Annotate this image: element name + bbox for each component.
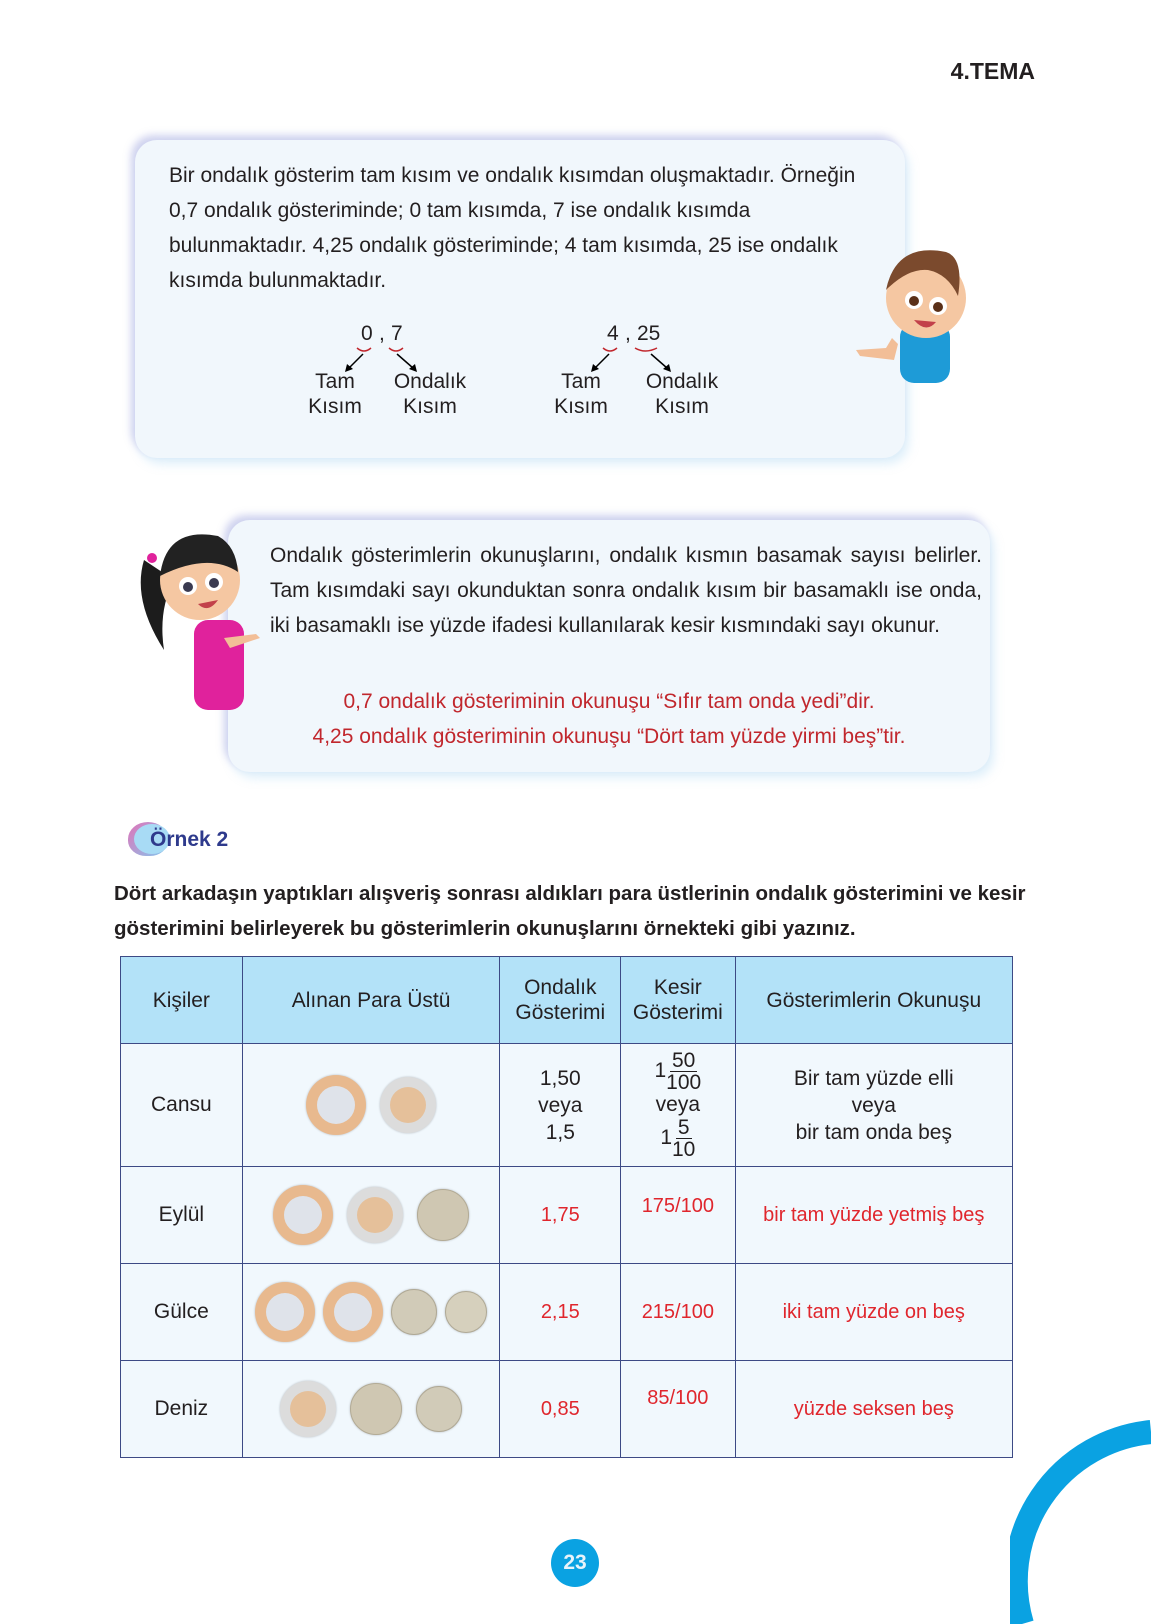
header-fraction: [621, 957, 735, 1044]
boy-character-illustration: [856, 228, 1006, 398]
fraction-answer[interactable]: 175/100: [621, 1167, 735, 1264]
example-reading-2: 4,25 ondalık gösteriminin okunuşu “Dört tam yüzde yirmi beş”tir.: [312, 725, 906, 748]
person-name: Eylül: [121, 1167, 243, 1264]
girl-character-illustration: [124, 520, 274, 710]
task-instruction: Dört arkadaşın yaptıkları alışveriş sonrası aldıkları para üstlerinin ondalık gösterimini ve kesir gösterimini belirleyerek bu gösterimlerin okunuşlarını örnekteki gibi yazınız.: [114, 882, 1026, 940]
reading-answer[interactable]: iki tam yüzde on beş: [735, 1264, 1012, 1361]
table-row: [121, 1167, 1013, 1264]
table-row: [121, 1361, 1013, 1458]
mixed-fraction: [621, 1050, 734, 1093]
fifty-kurus-coin-icon: [380, 1077, 436, 1133]
ten-kurus-coin-icon: [416, 1386, 462, 1432]
example-label: [128, 818, 248, 862]
label-kisim: Kısım: [655, 395, 709, 418]
table-header-row: [121, 957, 1013, 1044]
reading-text: bir tam onda beş: [795, 1120, 952, 1144]
header-fraction-line2: Gösterimi: [632, 1001, 723, 1024]
fraction-denominator: 100: [666, 1071, 702, 1094]
decimal-separator: ,: [379, 322, 385, 345]
header-decimal: [500, 957, 621, 1044]
or-text: veya: [655, 1093, 701, 1116]
coins-cell: [242, 1361, 500, 1458]
label-tam: Tam: [315, 370, 355, 393]
fifty-kurus-coin-icon: [280, 1381, 336, 1437]
change-table: [120, 956, 1013, 1458]
decimal-value: 1,50: [539, 1066, 581, 1090]
header-reading: Gösterimlerin Okunuşu: [735, 957, 1012, 1044]
fraction-answer[interactable]: 215/100: [621, 1264, 735, 1361]
decimal-answer[interactable]: 0,85: [500, 1361, 621, 1458]
person-name: Deniz: [121, 1361, 243, 1458]
decimal-answer[interactable]: 2,15: [500, 1264, 621, 1361]
decimal-cell: [500, 1044, 621, 1167]
one-lira-coin-icon: [306, 1075, 366, 1135]
five-kurus-coin-icon: [445, 1291, 487, 1333]
one-lira-coin-icon: [323, 1282, 383, 1342]
coins-cell: [242, 1167, 500, 1264]
one-lira-coin-icon: [273, 1185, 333, 1245]
decimal-part: 7: [391, 322, 403, 345]
mixed-fraction: [621, 1117, 734, 1160]
fraction-whole: 1: [660, 1126, 672, 1150]
info-box-decimal-parts: [135, 140, 905, 458]
fraction-answer[interactable]: 85/100: [621, 1361, 735, 1458]
fraction-denominator: 10: [672, 1138, 696, 1161]
example-title: Örnek 2: [150, 828, 229, 851]
person-name: Cansu: [121, 1044, 243, 1167]
coins-cell: [242, 1044, 500, 1167]
or-text: veya: [538, 1093, 583, 1117]
person-name: Gülce: [121, 1264, 243, 1361]
whole-part: 4: [607, 322, 619, 345]
header-fraction-line1: Kesir: [653, 976, 702, 999]
table-row: [121, 1264, 1013, 1361]
header-decimal-line1: Ondalık: [524, 976, 597, 999]
decimal-part: 25: [637, 322, 661, 345]
header-decimal-line2: Gösterimi: [515, 1001, 606, 1024]
twenty-five-kurus-coin-icon: [350, 1383, 402, 1435]
fraction-cell: [621, 1044, 735, 1167]
label-kisim: Kısım: [403, 395, 457, 418]
label-tam: Tam: [561, 370, 601, 393]
table-row: [121, 1044, 1013, 1167]
decimal-example-1: [305, 322, 475, 422]
ten-kurus-coin-icon: [391, 1289, 437, 1335]
reading-answer[interactable]: yüzde seksen beş: [735, 1361, 1012, 1458]
fifty-kurus-coin-icon: [347, 1187, 403, 1243]
info-paragraph: Ondalık gösterimlerin okunuşlarını, ondalık kısmın basamak sayısı belirler. Tam kısımdaki sayı okunduktan sonra ondalık kısım bir basamaklı ise onda, iki basamaklı ise yüzde ifadesi kullanılarak kesir kısmındaki sayı okunur.: [270, 544, 982, 637]
decimal-value: 1,5: [545, 1120, 575, 1144]
fraction-numerator: 50: [672, 1049, 696, 1072]
example-reading-1: 0,7 ondalık gösteriminin okunuşu “Sıfır tam onda yedi”dir.: [343, 690, 875, 713]
twenty-five-kurus-coin-icon: [417, 1189, 469, 1241]
header-people: Kişiler: [121, 957, 243, 1044]
reading-text: Bir tam yüzde elli: [793, 1066, 954, 1090]
label-ondalik: Ondalık: [645, 370, 719, 393]
reading-answer[interactable]: bir tam yüzde yetmiş beş: [735, 1167, 1012, 1264]
label-kisim: Kısım: [554, 395, 608, 418]
info-paragraph: Bir ondalık gösterim tam kısım ve ondalık kısımdan oluşmaktadır. Örneğin 0,7 ondalık gösteriminde; 0 tam kısımda, 7 ise ondalık kısımda bulunmaktadır. 4,25 ondalık gösteriminde; 4 tam kısımda, 25 ise ondalık kısımda bulunmaktadır.: [169, 164, 856, 292]
whole-part: 0: [361, 322, 373, 345]
fraction-whole: 1: [654, 1059, 667, 1083]
info-box-reading-rules: [228, 520, 990, 772]
or-text: veya: [851, 1093, 896, 1117]
reading-cell: [735, 1044, 1012, 1167]
one-lira-coin-icon: [255, 1282, 315, 1342]
decimal-example-2: [551, 322, 741, 422]
fraction-numerator: 5: [677, 1116, 690, 1139]
decimal-answer[interactable]: 1,75: [500, 1167, 621, 1264]
header-change: Alınan Para Üstü: [242, 957, 500, 1044]
coins-cell: [242, 1264, 500, 1361]
label-ondalik: Ondalık: [393, 370, 467, 393]
decimal-separator: ,: [625, 322, 631, 345]
decorative-arc: [1010, 1420, 1151, 1624]
label-kisim: Kısım: [308, 395, 362, 418]
theme-heading: 4.TEMA: [950, 58, 1035, 84]
page-number: 23: [551, 1539, 599, 1587]
